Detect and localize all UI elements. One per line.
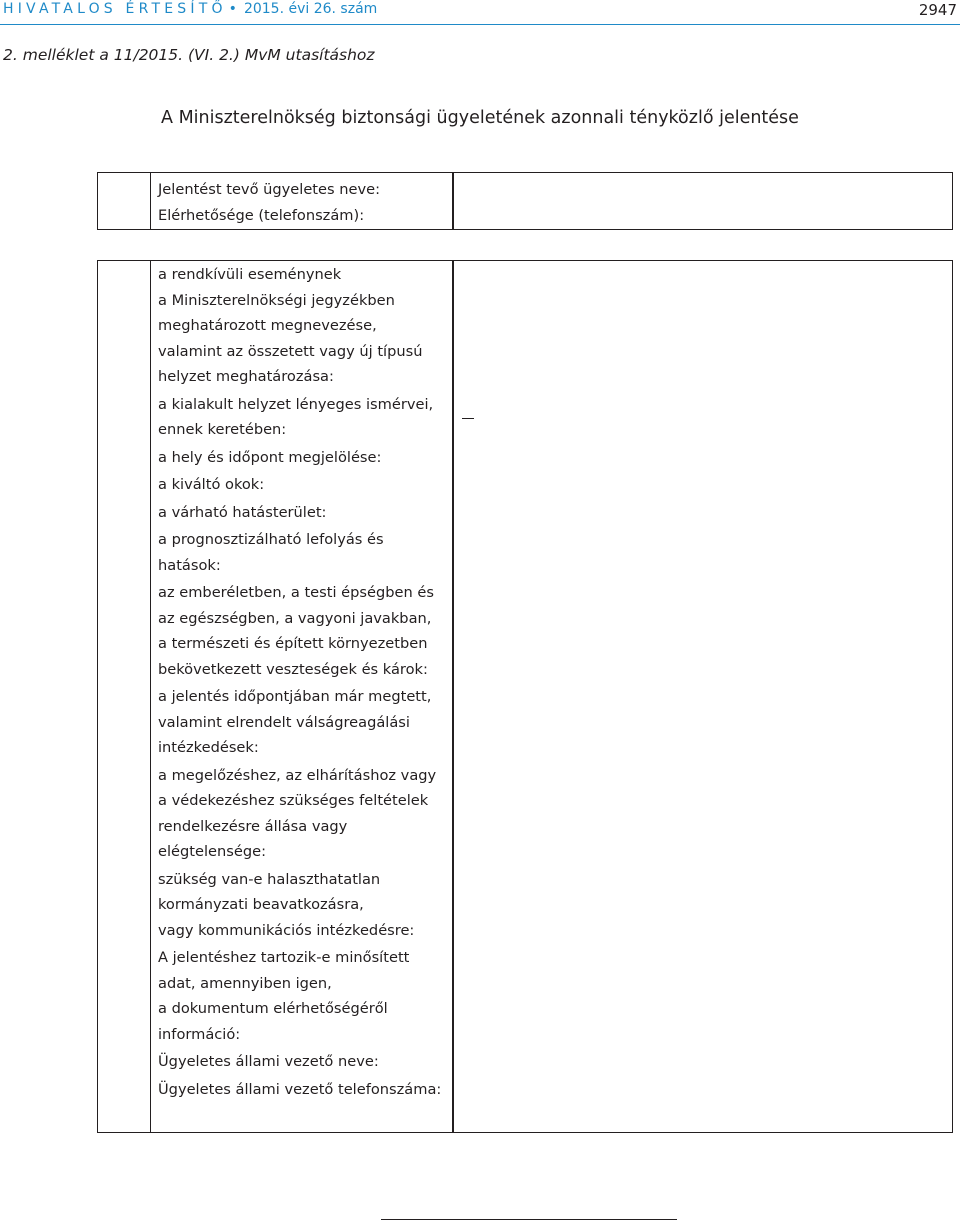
measures-taken-label: a jelentés időpontjában már megtett, valamint elrendelt válságreagálási intézkedések:	[158, 688, 432, 756]
reporter-phone-label: Elérhetősége (telefonszám):	[158, 206, 365, 224]
losses-damages-label: az emberéletben, a testi épségben és az egészségben, a vagyoni javakban, a természeti és épített környezetben bekövetkezett veszteségek és károk:	[158, 584, 434, 678]
stub-cell	[98, 261, 151, 1133]
dash-mark	[462, 418, 474, 419]
intervention-needed-label: szükség van-e halaszthatatlan kormányzati beavatkozásra,	[158, 870, 381, 913]
header-rule	[0, 24, 960, 25]
state-leader-phone-label: Ügyeletes állami vezető telefonszáma:	[158, 1080, 442, 1098]
document-title: A Miniszterelnökség biztonsági ügyeletének azonnali tényközlő jelentése	[161, 108, 799, 128]
page-number: 2947	[918, 1, 957, 19]
reporter-name-label: Jelentést tevő ügyeletes neve:	[158, 181, 380, 198]
page-header	[0, 0, 960, 26]
situation-characteristics-label: a kialakult helyzet lényeges ismérvei, ennek keretében:	[158, 395, 434, 438]
running-header	[3, 1, 377, 17]
classified-data-label: A jelentéshez tartozik-e minősített adat, amennyiben igen, a dokumentum elérhetőségéről információ:	[158, 949, 410, 1043]
place-time-label: a hely és időpont megjelölése:	[158, 448, 382, 466]
reporter-labels-cell	[151, 173, 453, 230]
journal-name: HIVATALOS ÉRTESÍTŐ	[3, 1, 227, 17]
stub-cell	[98, 173, 151, 230]
report-answer-cell[interactable]	[453, 260, 953, 1133]
reporter-answer-cell[interactable]	[453, 172, 953, 230]
annex-reference: 2. melléklet a 11/2015. (VI. 2.) MvM utasításhoz	[3, 46, 375, 64]
issue-number: 2015. évi 26. szám	[243, 1, 378, 17]
report-table	[97, 260, 453, 1133]
footnote-rule	[381, 1219, 677, 1220]
reporter-table	[97, 172, 453, 230]
separator-dot: •	[228, 1, 237, 17]
impact-area-label: a várható hatásterület:	[158, 503, 327, 521]
event-designation-label: a rendkívüli eseménynek a Miniszterelnökségi jegyzékben meghatározott megnevezése, valamint az összetett vagy új típusú helyzet meghatározása:	[158, 266, 423, 385]
conditions-label: a megelőzéshez, az elhárításhoz vagy a védekezéshez szükséges feltételek rendelkezésre állása vagy elégtelensége:	[158, 766, 437, 860]
state-leader-name-label: Ügyeletes állami vezető neve:	[158, 1053, 379, 1070]
forecast-label: a prognosztizálható lefolyás és hatások:	[158, 531, 384, 574]
communication-measure-label: vagy kommunikációs intézkedésre:	[158, 921, 415, 939]
report-labels-cell	[151, 261, 453, 1133]
causes-label: a kiváltó okok:	[158, 476, 265, 493]
